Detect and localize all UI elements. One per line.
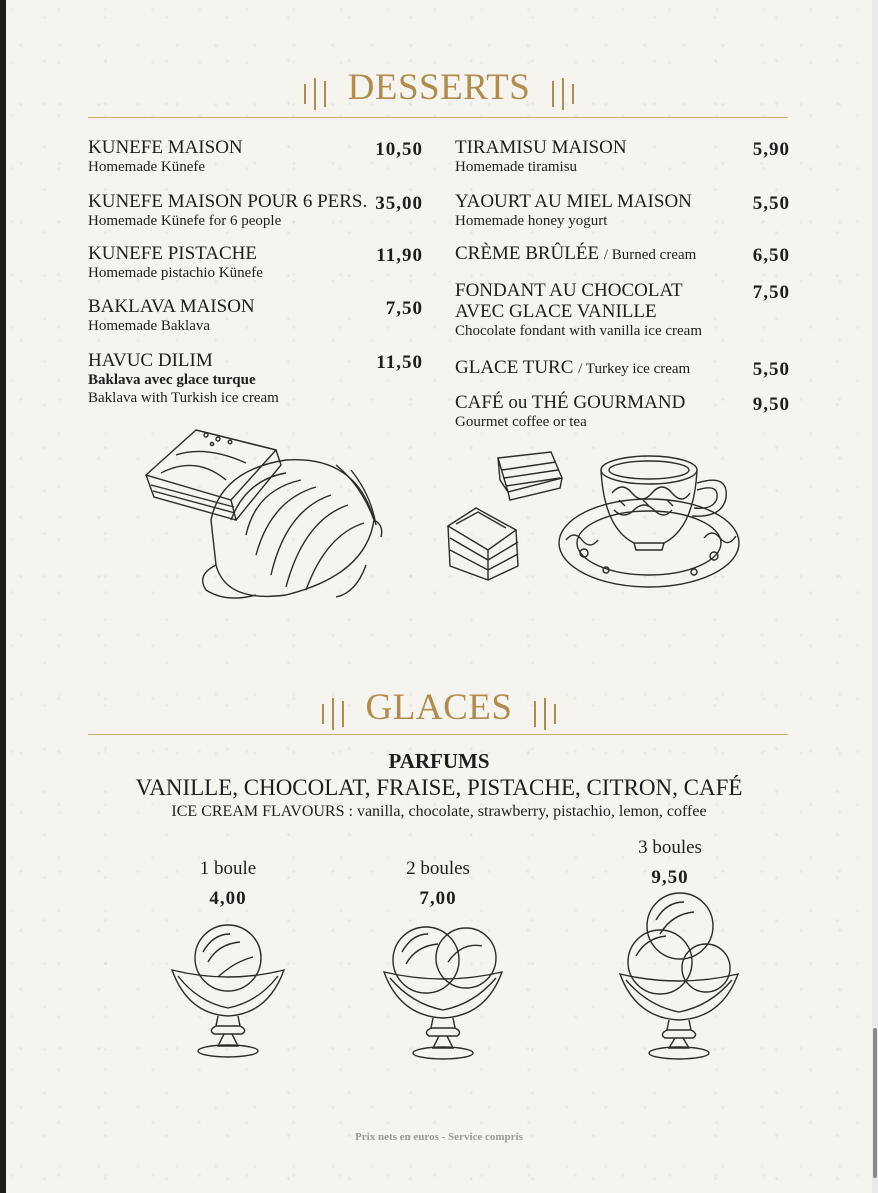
item-price: 11,90 (376, 245, 423, 266)
item-name: KUNEFE MAISON POUR 6 PERS. (88, 191, 368, 212)
scoop-price: 9,50 (651, 867, 689, 888)
item-price: 11,50 (376, 352, 423, 373)
item-description-fr: Baklava avec glace turque (88, 372, 256, 388)
item-price: 5,50 (752, 193, 790, 214)
scoop-option (358, 858, 518, 910)
scoop-label: 1 boule (199, 858, 257, 879)
scroll-track[interactable] (872, 0, 878, 1193)
item-name: CAFÉ ou THÉ GOURMAND (455, 392, 686, 413)
ice-cream-cup-3-scoops-icon (614, 890, 744, 1062)
scoop-price: 4,00 (209, 888, 247, 909)
item-description-inline: / Burned cream (603, 247, 697, 263)
item-price: 6,50 (752, 245, 790, 266)
item-description: Baklava with Turkish ice cream (88, 390, 279, 406)
glaces-rule (88, 734, 788, 735)
item-name: FONDANT AU CHOCOLAT (455, 280, 683, 301)
item-price: 5,90 (752, 139, 790, 160)
item-name-line (455, 357, 790, 380)
item-name: TIRAMISU MAISON (455, 137, 627, 158)
item-name-line2: AVEC GLACE VANILLE (455, 301, 657, 322)
menu-item (455, 392, 790, 431)
item-name: YAOURT AU MIEL MAISON (455, 191, 692, 212)
deco-bars-right (548, 69, 578, 112)
item-price: 5,50 (752, 359, 790, 380)
baklava-rolls-illustration (136, 425, 386, 610)
menu-item (455, 137, 790, 176)
scoop-option (590, 837, 750, 889)
menu-page (6, 0, 872, 1193)
scoop-option (148, 858, 308, 910)
flavours-en: ICE CREAM FLAVOURS : vanilla, chocolate, strawberry, pistachio, lemon, coffee (171, 803, 707, 820)
desserts-title: DESSERTS (6, 66, 872, 112)
flavours-fr: VANILLE, CHOCOLAT, FRAISE, PISTACHE, CITRON, CAFÉ (135, 775, 743, 800)
item-name: BAKLAVA MAISON (88, 296, 255, 317)
item-description: Chocolate fondant with vanilla ice cream (455, 323, 702, 339)
item-price: 9,50 (752, 394, 790, 415)
item-name-line (455, 243, 790, 266)
menu-item (88, 243, 423, 282)
item-description: Homemade pistachio Künefe (88, 265, 263, 281)
coffee-cup-illustration (554, 448, 744, 598)
menu-item (455, 357, 790, 380)
item-description: Gourmet coffee or tea (455, 414, 587, 430)
item-name: GLACE TURC (455, 357, 574, 378)
scoop-label: 2 boules (406, 858, 470, 879)
item-price: 7,50 (752, 282, 790, 303)
item-price: 10,50 (375, 139, 423, 160)
menu-item (88, 296, 423, 335)
item-description: Homemade Baklava (88, 318, 211, 334)
item-description: Homemade honey yogurt (455, 213, 608, 229)
item-price: 35,00 (375, 193, 423, 214)
footer-note: Prix nets en euros - Service compris (355, 1131, 523, 1143)
item-price: 7,50 (385, 298, 423, 319)
scoop-label: 3 boules (638, 837, 702, 858)
menu-item (88, 350, 423, 407)
menu-item (88, 137, 423, 176)
menu-item (455, 280, 790, 340)
ice-cream-cup-1-scoop-icon (168, 922, 288, 1062)
deco-bars-left (318, 689, 348, 732)
menu-item (88, 191, 423, 230)
scrollbar-thumb[interactable] (873, 1028, 877, 1178)
ice-cream-cup-2-scoops-icon (378, 922, 508, 1062)
item-description-inline: / Turkey ice cream (578, 361, 691, 377)
item-description: Homemade tiramisu (455, 159, 578, 175)
menu-item (455, 191, 790, 230)
item-name: KUNEFE MAISON (88, 137, 243, 158)
menu-item (455, 243, 790, 266)
parfums-heading: PARFUMS (388, 749, 490, 773)
item-description: Homemade Künefe (88, 159, 206, 175)
deco-bars-left (300, 69, 330, 112)
item-description: Homemade Künefe for 6 people (88, 213, 282, 229)
scoop-price: 7,00 (419, 888, 457, 909)
item-name: CRÈME BRÛLÉE (455, 243, 600, 264)
deco-bars-right (530, 689, 560, 732)
desserts-rule (88, 117, 788, 118)
item-name: HAVUC DILIM (88, 350, 213, 371)
item-name: KUNEFE PISTACHE (88, 243, 257, 264)
glaces-title: GLACES (6, 686, 872, 732)
